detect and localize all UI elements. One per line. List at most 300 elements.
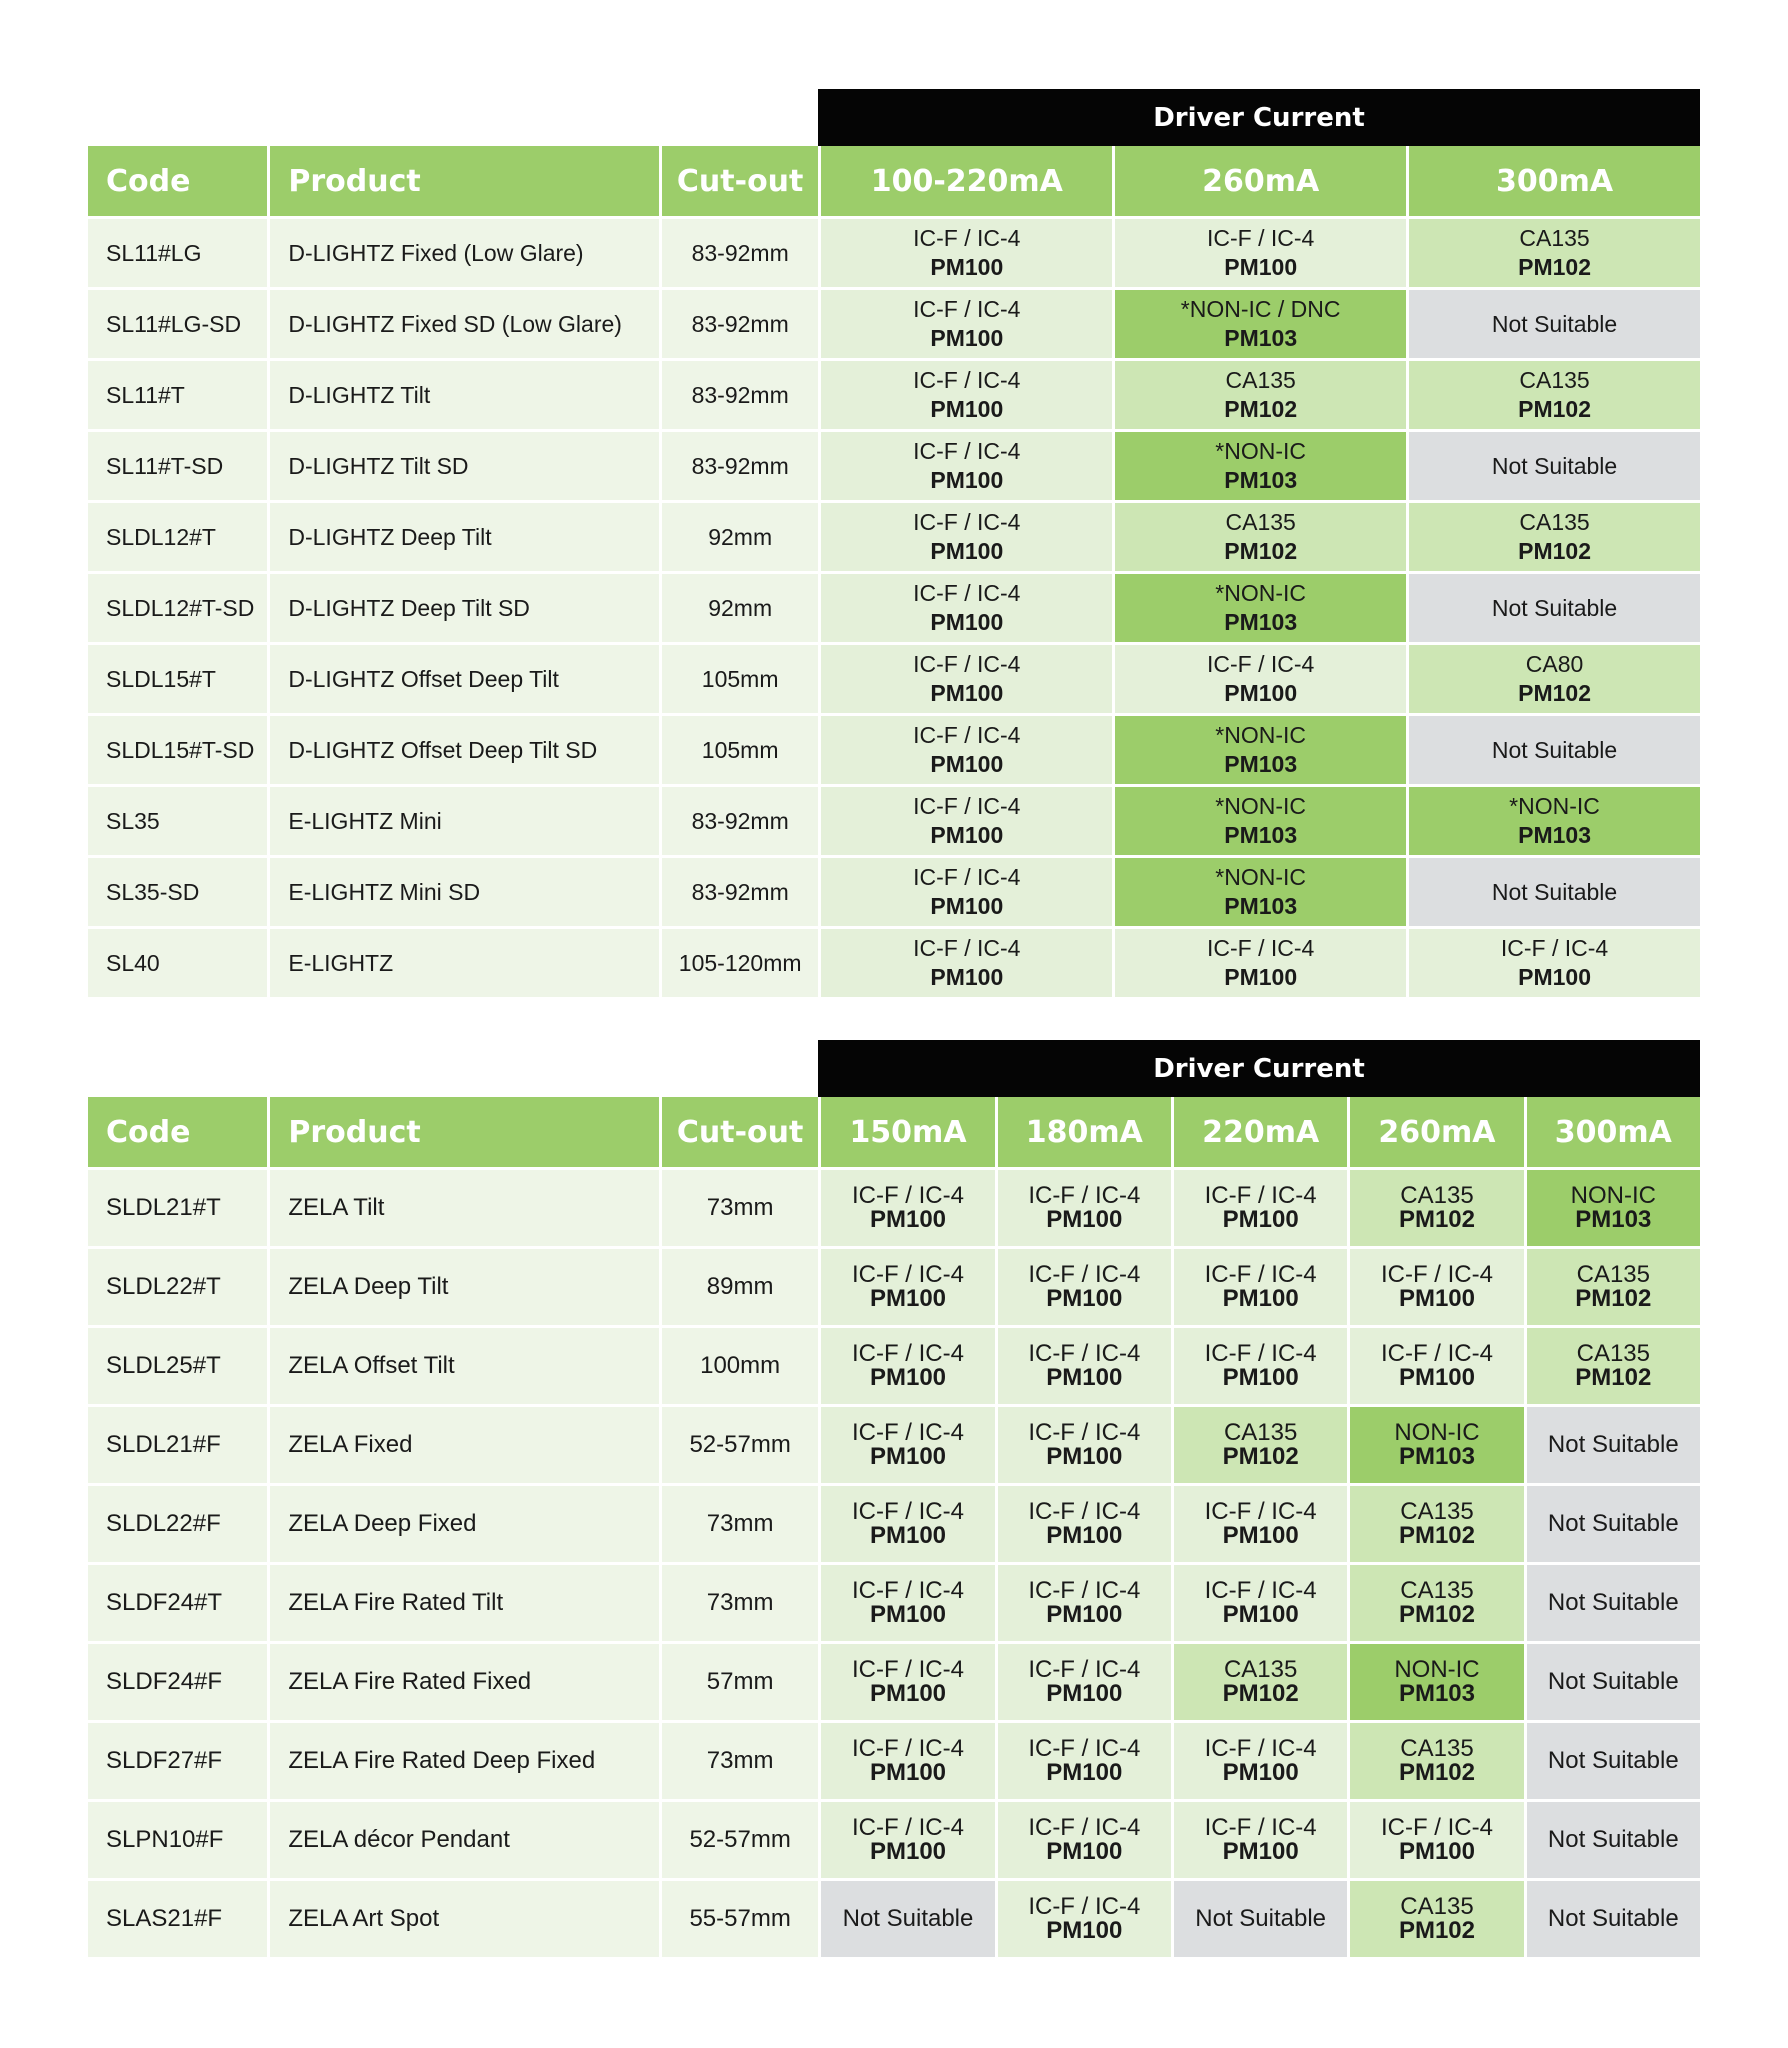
driver-type: IC-F / IC-4 [1028, 1577, 1141, 1604]
product-name: ZELA Deep Tilt [270, 1249, 659, 1325]
driver-cell [1174, 1249, 1347, 1325]
product-name: D-LIGHTZ Offset Deep Tilt [270, 645, 659, 713]
driver-cell [1409, 361, 1700, 429]
driver-cell [1350, 1881, 1523, 1957]
driver-model: PM100 [1046, 1443, 1123, 1470]
driver-type: IC-F / IC-4 [913, 722, 1021, 748]
driver-compatibility-table-2 [88, 1040, 1700, 1957]
table-row [88, 787, 1700, 855]
driver-cell [1174, 1565, 1347, 1641]
driver-cell [1174, 1328, 1347, 1404]
column-header-product: Product [270, 1097, 659, 1167]
table-row [88, 1644, 1700, 1720]
driver-model: PM100 [1222, 1759, 1299, 1786]
cutout-size: 73mm [662, 1170, 818, 1246]
driver-cell [821, 1407, 994, 1483]
driver-cell [821, 361, 1112, 429]
driver-type: Not Suitable [1547, 1668, 1679, 1695]
driver-cell [1409, 503, 1700, 571]
product-code: SL40 [88, 929, 267, 997]
driver-type: IC-F / IC-4 [913, 225, 1021, 251]
driver-cell [1115, 361, 1406, 429]
driver-cell [1409, 787, 1700, 855]
cutout-size: 83-92mm [662, 787, 818, 855]
driver-cell [1527, 1328, 1700, 1404]
driver-cell [1527, 1644, 1700, 1720]
driver-cell [821, 1802, 994, 1878]
driver-type: Not Suitable [1491, 594, 1618, 621]
table-row [88, 1565, 1700, 1641]
cutout-size: 83-92mm [662, 858, 818, 926]
driver-cell [998, 1486, 1171, 1562]
driver-model: PM100 [1222, 1601, 1299, 1628]
driver-type: Not Suitable [1547, 1747, 1679, 1774]
cutout-size: 52-57mm [662, 1802, 818, 1878]
product-code: SL11#LG [88, 219, 267, 287]
product-code: SLDF27#F [88, 1723, 267, 1799]
driver-model: PM103 [1575, 1206, 1652, 1233]
driver-type: IC-F / IC-4 [1028, 1814, 1141, 1841]
driver-cell [1527, 1407, 1700, 1483]
driver-model: PM100 [1224, 964, 1298, 990]
driver-cell [1115, 645, 1406, 713]
driver-cell [1174, 1802, 1347, 1878]
driver-model: PM100 [869, 1601, 947, 1628]
driver-type: IC-F / IC-4 [1028, 1340, 1141, 1367]
table-row [88, 432, 1700, 500]
driver-type: IC-F / IC-4 [913, 367, 1021, 393]
driver-cell [1115, 858, 1406, 926]
product-name: ZELA Offset Tilt [270, 1328, 659, 1404]
product-name: ZELA Art Spot [270, 1881, 659, 1957]
driver-cell [1115, 290, 1406, 358]
column-header-180ma: 180mA [998, 1097, 1171, 1167]
driver-cell [998, 1723, 1171, 1799]
driver-cell [998, 1881, 1171, 1957]
driver-type: IC-F / IC-4 [1028, 1261, 1141, 1288]
driver-cell [1174, 1881, 1347, 1957]
column-header-150ma: 150mA [821, 1097, 994, 1167]
cutout-size: 89mm [662, 1249, 818, 1325]
driver-model: PM100 [869, 1522, 947, 1549]
driver-type: IC-F / IC-4 [913, 509, 1021, 535]
column-header-260ma: 260mA [1350, 1097, 1523, 1167]
driver-cell [1409, 574, 1700, 642]
driver-type: IC-F / IC-4 [1380, 1340, 1493, 1367]
driver-type: Not Suitable [1547, 1826, 1679, 1853]
driver-cell [1350, 1486, 1523, 1562]
driver-model: PM100 [1046, 1285, 1123, 1312]
driver-type: Not Suitable [1195, 1905, 1327, 1932]
driver-model: PM102 [1398, 1522, 1475, 1549]
driver-cell [821, 929, 1112, 997]
column-header-cut-out: Cut-out [662, 1097, 818, 1167]
product-name: E-LIGHTZ [270, 929, 659, 997]
driver-cell [1115, 716, 1406, 784]
driver-type: IC-F / IC-4 [1500, 935, 1609, 961]
driver-cell [1115, 219, 1406, 287]
driver-cell [1115, 787, 1406, 855]
cutout-size: 52-57mm [662, 1407, 818, 1483]
product-code: SL11#T-SD [88, 432, 267, 500]
driver-type: IC-F / IC-4 [913, 651, 1021, 677]
driver-type: Not Suitable [1547, 1905, 1679, 1932]
driver-type: *NON-IC [1215, 580, 1307, 606]
driver-model: PM102 [1398, 1601, 1475, 1628]
driver-model: PM103 [1224, 467, 1298, 493]
driver-model: PM100 [1222, 1522, 1299, 1549]
driver-cell [1350, 1723, 1523, 1799]
product-code: SLDL21#T [88, 1170, 267, 1246]
driver-model: PM103 [1224, 325, 1298, 351]
driver-type: IC-F / IC-4 [851, 1261, 964, 1288]
driver-type: CA135 [1223, 1656, 1298, 1683]
product-name: ZELA Fire Rated Tilt [270, 1565, 659, 1641]
driver-type: IC-F / IC-4 [913, 935, 1021, 961]
driver-cell [1409, 645, 1700, 713]
column-header-220ma: 220mA [1174, 1097, 1347, 1167]
driver-type: IC-F / IC-4 [851, 1735, 964, 1762]
column-header-product: Product [270, 146, 659, 216]
driver-cell [821, 716, 1112, 784]
driver-type: IC-F / IC-4 [1028, 1419, 1141, 1446]
product-name: D-LIGHTZ Deep Tilt [270, 503, 659, 571]
driver-model: PM100 [1222, 1364, 1299, 1391]
table-row [88, 219, 1700, 287]
driver-cell [1350, 1802, 1523, 1878]
driver-model: PM103 [1518, 822, 1591, 848]
driver-cell [1409, 432, 1700, 500]
driver-cell [821, 1486, 994, 1562]
driver-type: CA135 [1225, 367, 1296, 393]
product-code: SLDF24#F [88, 1644, 267, 1720]
table-row [88, 1170, 1700, 1246]
cutout-size: 83-92mm [662, 432, 818, 500]
driver-model: PM100 [1046, 1838, 1123, 1865]
driver-model: PM102 [1224, 396, 1298, 422]
product-name: ZELA Deep Fixed [270, 1486, 659, 1562]
driver-type: Not Suitable [1491, 452, 1618, 479]
driver-model: PM100 [930, 893, 1004, 919]
product-name: D-LIGHTZ Deep Tilt SD [270, 574, 659, 642]
product-code: SLAS21#F [88, 1881, 267, 1957]
driver-cell [1174, 1723, 1347, 1799]
driver-model: PM100 [1046, 1522, 1123, 1549]
driver-model: PM103 [1398, 1680, 1475, 1707]
driver-cell [821, 219, 1112, 287]
driver-model: PM102 [1518, 680, 1591, 706]
driver-type: CA135 [1576, 1340, 1650, 1367]
driver-type: IC-F / IC-4 [1380, 1814, 1493, 1841]
column-header-260ma: 260mA [1115, 146, 1406, 216]
column-header-code: Code [88, 1097, 267, 1167]
driver-model: PM100 [1398, 1285, 1475, 1312]
cutout-size: 83-92mm [662, 361, 818, 429]
driver-type: NON-IC [1394, 1419, 1480, 1446]
driver-type: CA135 [1225, 509, 1296, 535]
driver-type: CA135 [1519, 509, 1590, 535]
driver-type: CA80 [1525, 651, 1584, 677]
driver-cell [998, 1170, 1171, 1246]
column-header-cut-out: Cut-out [662, 146, 818, 216]
product-name: D-LIGHTZ Fixed (Low Glare) [270, 219, 659, 287]
driver-model: PM100 [1398, 1838, 1475, 1865]
cutout-size: 57mm [662, 1644, 818, 1720]
column-header-300ma: 300mA [1409, 146, 1700, 216]
driver-model: PM100 [1518, 964, 1591, 990]
product-name: D-LIGHTZ Offset Deep Tilt SD [270, 716, 659, 784]
driver-type: *NON-IC [1215, 864, 1307, 890]
driver-cell [1350, 1249, 1523, 1325]
driver-model: PM100 [930, 396, 1004, 422]
driver-cell [1527, 1723, 1700, 1799]
driver-cell [1527, 1881, 1700, 1957]
driver-type: IC-F / IC-4 [1028, 1182, 1141, 1209]
driver-type: CA135 [1519, 367, 1590, 393]
product-name: D-LIGHTZ Fixed SD (Low Glare) [270, 290, 659, 358]
driver-model: PM100 [930, 325, 1004, 351]
driver-type: IC-F / IC-4 [1204, 1498, 1317, 1525]
driver-type: IC-F / IC-4 [1204, 1340, 1317, 1367]
driver-model: PM100 [1046, 1206, 1123, 1233]
driver-cell [998, 1249, 1171, 1325]
table-header-row [88, 1097, 1700, 1167]
driver-model: PM100 [869, 1364, 947, 1391]
driver-type: CA135 [1519, 225, 1590, 251]
column-header-100-220ma: 100-220mA [821, 146, 1112, 216]
driver-cell [821, 1881, 994, 1957]
driver-model: PM100 [1224, 680, 1298, 706]
driver-model: PM100 [1046, 1917, 1123, 1944]
driver-model: PM102 [1518, 538, 1591, 564]
driver-model: PM102 [1398, 1759, 1475, 1786]
driver-type: CA135 [1576, 1261, 1650, 1288]
driver-cell [1174, 1644, 1347, 1720]
product-name: E-LIGHTZ Mini [270, 787, 659, 855]
table-row [88, 716, 1700, 784]
driver-model: PM100 [930, 751, 1004, 777]
driver-model: PM100 [1222, 1285, 1299, 1312]
driver-type: IC-F / IC-4 [1207, 225, 1315, 251]
product-code: SL35-SD [88, 858, 267, 926]
driver-model: PM100 [1046, 1364, 1123, 1391]
table-row [88, 1802, 1700, 1878]
driver-type: IC-F / IC-4 [1204, 1577, 1317, 1604]
driver-type: IC-F / IC-4 [851, 1340, 964, 1367]
driver-type: Not Suitable [1547, 1589, 1679, 1616]
driver-cell [1409, 929, 1700, 997]
driver-model: PM100 [1222, 1206, 1299, 1233]
driver-type: NON-IC [1394, 1656, 1480, 1683]
product-code: SLDL22#F [88, 1486, 267, 1562]
cutout-size: 83-92mm [662, 219, 818, 287]
table-row [88, 290, 1700, 358]
driver-model: PM100 [930, 964, 1004, 990]
driver-type: IC-F / IC-4 [1204, 1814, 1317, 1841]
driver-type: IC-F / IC-4 [1204, 1182, 1317, 1209]
product-code: SL11#T [88, 361, 267, 429]
driver-model: PM102 [1222, 1443, 1299, 1470]
driver-type: CA135 [1400, 1182, 1474, 1209]
driver-model: PM100 [869, 1206, 947, 1233]
driver-model: PM103 [1398, 1443, 1475, 1470]
cutout-size: 105-120mm [662, 929, 818, 997]
driver-cell [998, 1328, 1171, 1404]
product-name: ZELA Fixed [270, 1407, 659, 1483]
driver-cell [1350, 1407, 1523, 1483]
driver-current-banner: Driver Current [818, 89, 1700, 146]
driver-type: *NON-IC / DNC [1180, 296, 1341, 322]
table-body [88, 219, 1700, 997]
driver-cell [821, 858, 1112, 926]
product-code: SLDF24#T [88, 1565, 267, 1641]
product-name: ZELA Fire Rated Fixed [270, 1644, 659, 1720]
driver-cell [1350, 1170, 1523, 1246]
driver-type: NON-IC [1570, 1182, 1656, 1209]
driver-model: PM100 [869, 1285, 947, 1312]
product-name: ZELA Tilt [270, 1170, 659, 1246]
product-code: SLDL21#F [88, 1407, 267, 1483]
driver-cell [821, 645, 1112, 713]
driver-type: IC-F / IC-4 [851, 1182, 964, 1209]
driver-model: PM100 [1224, 254, 1298, 280]
driver-type: CA135 [1400, 1893, 1474, 1920]
driver-type: *NON-IC [1215, 722, 1307, 748]
product-code: SLDL25#T [88, 1328, 267, 1404]
driver-model: PM100 [930, 254, 1004, 280]
driver-type: *NON-IC [1509, 793, 1600, 819]
driver-cell [1527, 1486, 1700, 1562]
driver-cell [1174, 1407, 1347, 1483]
table-header-row [88, 146, 1700, 216]
table-row [88, 503, 1700, 571]
table-row [88, 1881, 1700, 1957]
product-code: SLDL15#T-SD [88, 716, 267, 784]
driver-model: PM102 [1398, 1206, 1475, 1233]
driver-cell [998, 1802, 1171, 1878]
driver-model: PM103 [1224, 822, 1298, 848]
driver-cell [1527, 1170, 1700, 1246]
driver-model: PM102 [1222, 1680, 1299, 1707]
driver-cell [998, 1644, 1171, 1720]
driver-type: IC-F / IC-4 [1028, 1735, 1141, 1762]
driver-current-banner: Driver Current [818, 1040, 1700, 1097]
driver-type: IC-F / IC-4 [1028, 1498, 1141, 1525]
driver-type: IC-F / IC-4 [913, 864, 1021, 890]
driver-cell [1174, 1170, 1347, 1246]
driver-type: IC-F / IC-4 [851, 1498, 964, 1525]
driver-compatibility-table-1 [88, 89, 1700, 997]
driver-model: PM103 [1224, 893, 1298, 919]
driver-model: PM102 [1518, 254, 1591, 280]
cutout-size: 100mm [662, 1328, 818, 1404]
cutout-size: 92mm [662, 503, 818, 571]
product-code: SLDL12#T-SD [88, 574, 267, 642]
driver-model: PM100 [869, 1759, 947, 1786]
table-row [88, 1249, 1700, 1325]
driver-model: PM100 [930, 680, 1004, 706]
cutout-size: 55-57mm [662, 1881, 818, 1957]
product-code: SLDL15#T [88, 645, 267, 713]
product-name: ZELA Fire Rated Deep Fixed [270, 1723, 659, 1799]
product-code: SL11#LG-SD [88, 290, 267, 358]
driver-model: PM102 [1575, 1364, 1652, 1391]
cutout-size: 73mm [662, 1486, 818, 1562]
driver-cell [1115, 929, 1406, 997]
driver-cell [1350, 1644, 1523, 1720]
driver-cell [821, 1565, 994, 1641]
table-row [88, 1407, 1700, 1483]
driver-type: CA135 [1400, 1577, 1474, 1604]
driver-model: PM102 [1224, 538, 1298, 564]
driver-model: PM100 [869, 1443, 947, 1470]
column-header-code: Code [88, 146, 267, 216]
product-code: SLDL22#T [88, 1249, 267, 1325]
driver-cell [1409, 858, 1700, 926]
table-row [88, 929, 1700, 997]
cutout-size: 105mm [662, 716, 818, 784]
driver-cell [1350, 1328, 1523, 1404]
driver-type: IC-F / IC-4 [1207, 651, 1315, 677]
table-row [88, 645, 1700, 713]
column-header-300ma: 300mA [1527, 1097, 1700, 1167]
driver-type: IC-F / IC-4 [851, 1577, 964, 1604]
driver-type: Not Suitable [1547, 1431, 1679, 1458]
driver-type: Not Suitable [1491, 736, 1618, 763]
driver-model: PM100 [930, 822, 1004, 848]
table-row [88, 1486, 1700, 1562]
driver-model: PM100 [1398, 1364, 1475, 1391]
driver-cell [1409, 716, 1700, 784]
driver-model: PM100 [930, 538, 1004, 564]
table-row [88, 1723, 1700, 1799]
product-name: ZELA décor Pendant [270, 1802, 659, 1878]
driver-cell [821, 1723, 994, 1799]
product-code: SL35 [88, 787, 267, 855]
driver-cell [1527, 1249, 1700, 1325]
cutout-size: 105mm [662, 645, 818, 713]
table-row [88, 574, 1700, 642]
driver-cell [821, 1170, 994, 1246]
table-row [88, 361, 1700, 429]
driver-cell [1174, 1486, 1347, 1562]
driver-type: IC-F / IC-4 [913, 438, 1021, 464]
driver-type: *NON-IC [1215, 438, 1307, 464]
driver-type: *NON-IC [1215, 793, 1307, 819]
driver-model: PM100 [869, 1838, 947, 1865]
driver-model: PM100 [930, 467, 1004, 493]
cutout-size: 83-92mm [662, 290, 818, 358]
driver-cell [1115, 503, 1406, 571]
driver-cell [1350, 1565, 1523, 1641]
driver-type: Not Suitable [1491, 310, 1618, 337]
driver-model: PM102 [1518, 396, 1591, 422]
table-row [88, 1328, 1700, 1404]
product-code: SLPN10#F [88, 1802, 267, 1878]
driver-type: IC-F / IC-4 [1207, 935, 1315, 961]
driver-type: Not Suitable [842, 1905, 974, 1932]
driver-model: PM100 [1046, 1601, 1123, 1628]
driver-type: IC-F / IC-4 [913, 296, 1021, 322]
product-name: E-LIGHTZ Mini SD [270, 858, 659, 926]
cutout-size: 92mm [662, 574, 818, 642]
driver-type: Not Suitable [1547, 1510, 1679, 1537]
driver-cell [821, 432, 1112, 500]
cutout-size: 73mm [662, 1723, 818, 1799]
driver-cell [1409, 290, 1700, 358]
driver-model: PM103 [1224, 751, 1298, 777]
driver-type: CA135 [1400, 1735, 1474, 1762]
